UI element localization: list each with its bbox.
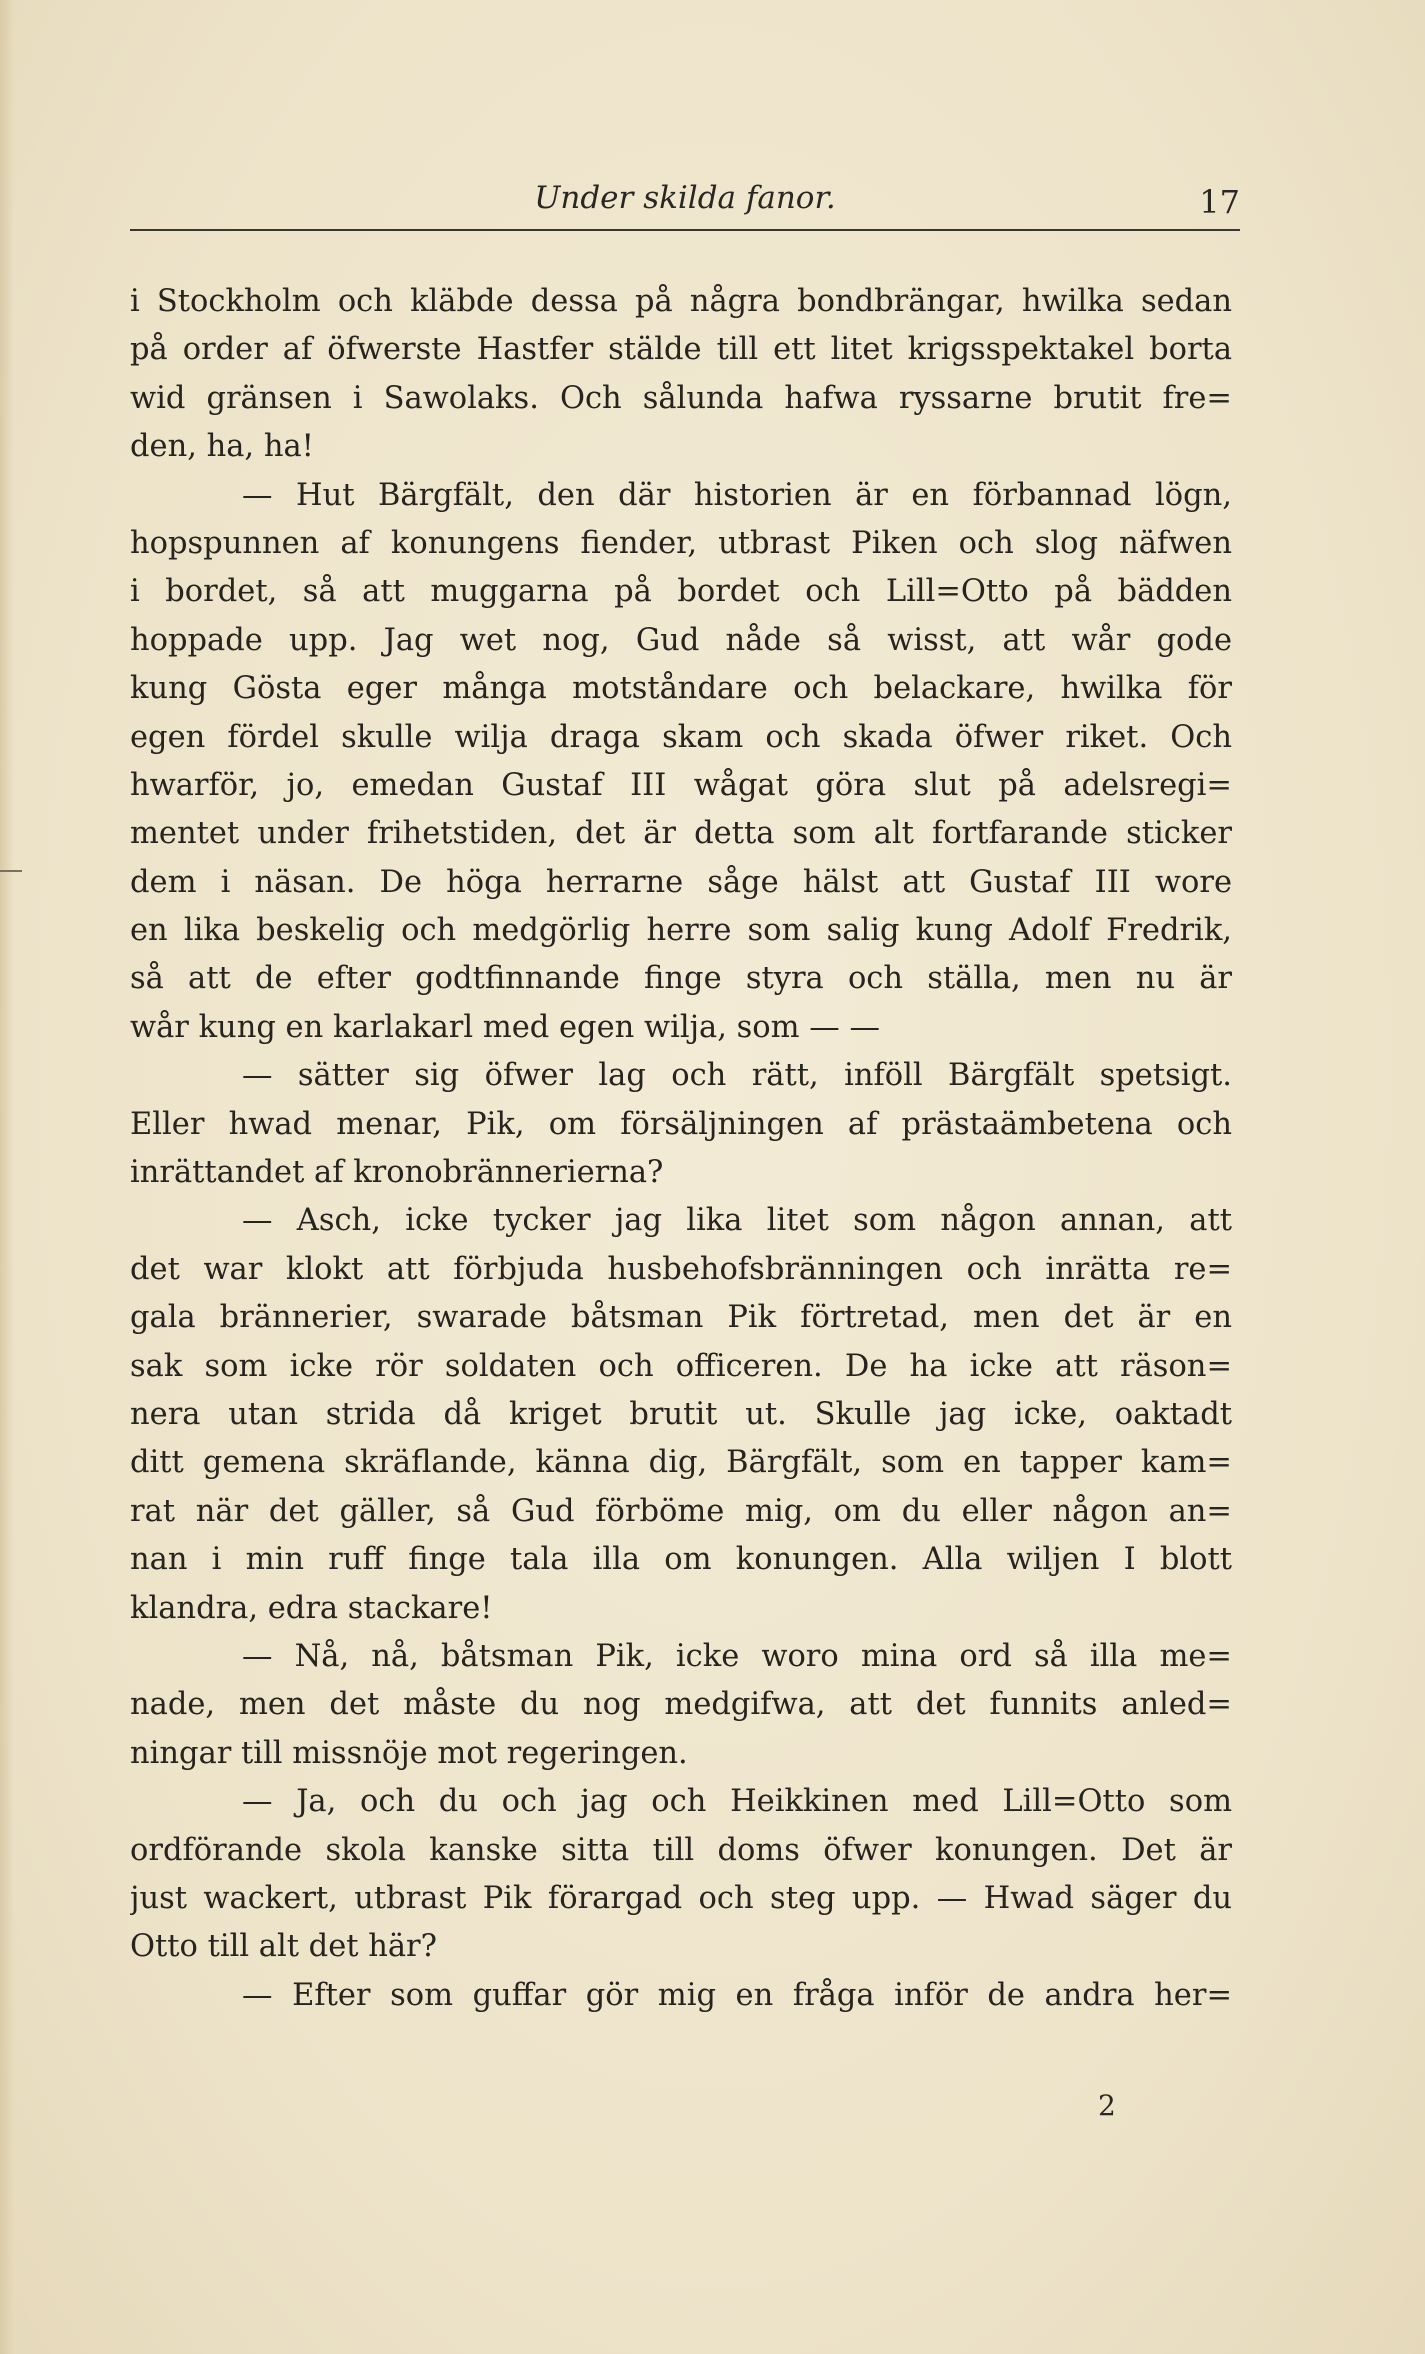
page-gutter-shadow — [0, 0, 14, 2354]
text-line: på order af öfwerste Hastfer stälde till ett litet krigsspektakel borta — [130, 332, 1232, 368]
running-title: Under skilda fanor. — [534, 180, 836, 216]
page-header — [130, 178, 1240, 228]
text-line: det war klokt att förbjuda husbehofsbränningen och inrätta re= — [130, 1251, 1232, 1287]
text-line: dem i näsan. De höga herrarne såge hälst att Gustaf III wore — [130, 864, 1232, 900]
text-line: wår kung en karlakarl med egen wilja, som — — — [130, 1009, 880, 1045]
text-line: den, ha, ha! — [130, 429, 314, 465]
text-line: klandra, edra stackare! — [130, 1590, 493, 1626]
text-line: — Asch, icke tycker jag lika litet som någon annan, att — [242, 1203, 1232, 1239]
text-line: nade, men det måste du nog medgifwa, att det funnits anled= — [130, 1687, 1232, 1723]
text-line: ditt gemena skräflande, känna dig, Bärgfält, som en tapper kam= — [130, 1445, 1232, 1481]
text-line: i Stockholm och kläbde dessa på några bondbrängar, hwilka sedan — [130, 284, 1232, 319]
text-line: — sätter sig öfwer lag och rätt, inföll Bärgfält spetsigt. — [242, 1058, 1232, 1094]
text-line: — Efter som guffar gör mig en fråga inför de andra her= — [242, 1977, 1232, 2013]
text-line: i bordet, så att muggarna på bordet och Lill=Otto på bädden — [130, 574, 1232, 610]
text-line: hopspunnen af konungens fiender, utbrast Piken och slog näfwen — [130, 525, 1232, 561]
text-line: mentet under frihetstiden, det är detta som alt fortfarande sticker — [130, 816, 1232, 852]
text-line: just wackert, utbrast Pik förargad och steg upp. — Hwad säger du — [130, 1880, 1232, 1916]
text-line: inrättandet af kronobrännerierna? — [130, 1155, 664, 1191]
text-line: rat när det gäller, så Gud förböme mig, om du eller någon an= — [130, 1493, 1232, 1529]
text-line: Eller hwad menar, Pik, om försäljningen af prästaämbetena och — [130, 1106, 1232, 1142]
text-line: gala brännerier, swarade båtsman Pik förtretad, men det är en — [130, 1300, 1232, 1336]
signature-mark: 2 — [1098, 2089, 1116, 2122]
text-line: hoppade upp. Jag wet nog, Gud nåde så wisst, att wår gode — [130, 622, 1232, 658]
text-line: så att de efter godtfinnande finge styra och ställa, men nu är — [130, 961, 1232, 997]
text-line: en lika beskelig och medgörlig herre som salig kung Adolf Fredrik, — [130, 913, 1232, 949]
text-line: — Hut Bärgfält, den där historien är en förbannad lögn, — [242, 477, 1232, 513]
text-line: egen fördel skulle wilja draga skam och skada öfwer riket. Och — [130, 719, 1232, 755]
margin-mark — [0, 870, 22, 872]
text-line: sak som icke rör soldaten och officeren. De ha icke att räson= — [130, 1348, 1232, 1384]
text-line: — Ja, och du och jag och Heikkinen med Lill=Otto som — [242, 1784, 1232, 1820]
text-line: kung Gösta eger många motståndare och belackare, hwilka för — [130, 671, 1232, 707]
text-line: ordförande skola kanske sitta till doms öfwer konungen. Det är — [130, 1832, 1232, 1868]
header-rule — [130, 229, 1240, 231]
text-line: nera utan strida då kriget brutit ut. Skulle jag icke, oaktadt — [130, 1396, 1232, 1432]
text-line: Otto till alt det här? — [130, 1929, 437, 1965]
body-text — [130, 278, 1232, 2020]
text-line: hwarför, jo, emedan Gustaf III wågat göra slut på adelsregi= — [130, 767, 1232, 803]
text-line: — Nå, nå, båtsman Pik, icke woro mina ord så illa me= — [242, 1638, 1232, 1674]
page-number: 17 — [1199, 183, 1240, 221]
text-line: wid gränsen i Sawolaks. Och sålunda hafwa ryssarne brutit fre= — [130, 380, 1232, 416]
text-line: ningar till missnöje mot regeringen. — [130, 1735, 688, 1771]
text-line: nan i min ruff finge tala illa om konungen. Alla wiljen I blott — [130, 1542, 1232, 1578]
